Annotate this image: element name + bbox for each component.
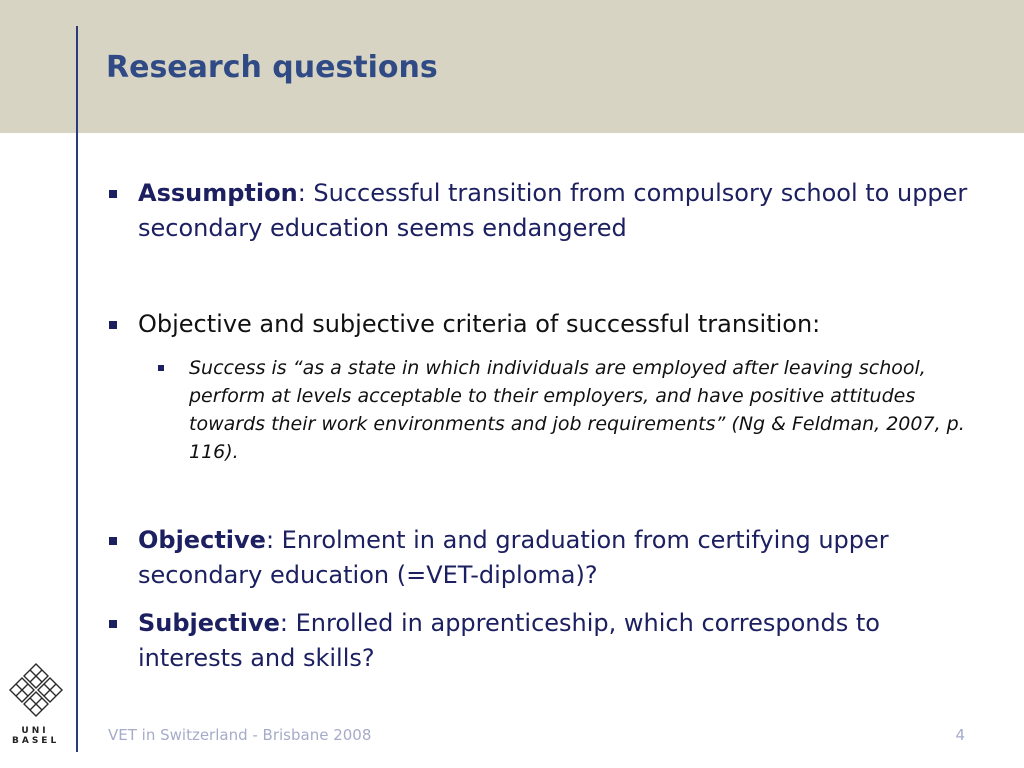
sub-bullet-definition xyxy=(158,354,986,466)
bullet-keyword: Assumption xyxy=(138,179,298,207)
bullet-text: : Successful transition from compulsory school to upper secondary education seems endangered xyxy=(138,179,968,242)
bullet-marker xyxy=(109,190,117,198)
bullet-keyword: Objective xyxy=(138,526,266,554)
bullet-assumption xyxy=(106,176,986,246)
university-logo-icon xyxy=(8,662,64,720)
bullet-marker xyxy=(109,321,117,329)
sub-bullet-marker xyxy=(158,365,164,371)
bullet-keyword: Subjective xyxy=(138,609,280,637)
bullet-criteria xyxy=(106,307,986,342)
bullet-subjective xyxy=(106,606,986,676)
sub-bullet-text: Success is “as a state in which individuals are employed after leaving school, perform at levels acceptable to their employers, and have positive attitudes towards their work environments and job requirements” (Ng & Feldman, 2007, p. 116). xyxy=(189,357,965,463)
vertical-rule xyxy=(76,26,78,752)
bullet-list xyxy=(106,176,986,676)
logo-wordmark: UNI BASEL xyxy=(12,726,60,746)
bullet-text: Objective and subjective criteria of successful transition: xyxy=(138,310,821,338)
footer-text: VET in Switzerland - Brisbane 2008 xyxy=(108,726,372,744)
bullet-text: : Enrolment in and graduation from certifying upper secondary education (=VET-diploma)? xyxy=(138,526,889,589)
bullet-text: : Enrolled in apprenticeship, which corresponds to interests and skills? xyxy=(138,609,880,672)
page-number: 4 xyxy=(955,726,965,744)
bullet-marker xyxy=(109,537,117,545)
slide-title: Research questions xyxy=(106,50,438,85)
bullet-marker xyxy=(109,620,117,628)
bullet-objective xyxy=(106,523,986,593)
